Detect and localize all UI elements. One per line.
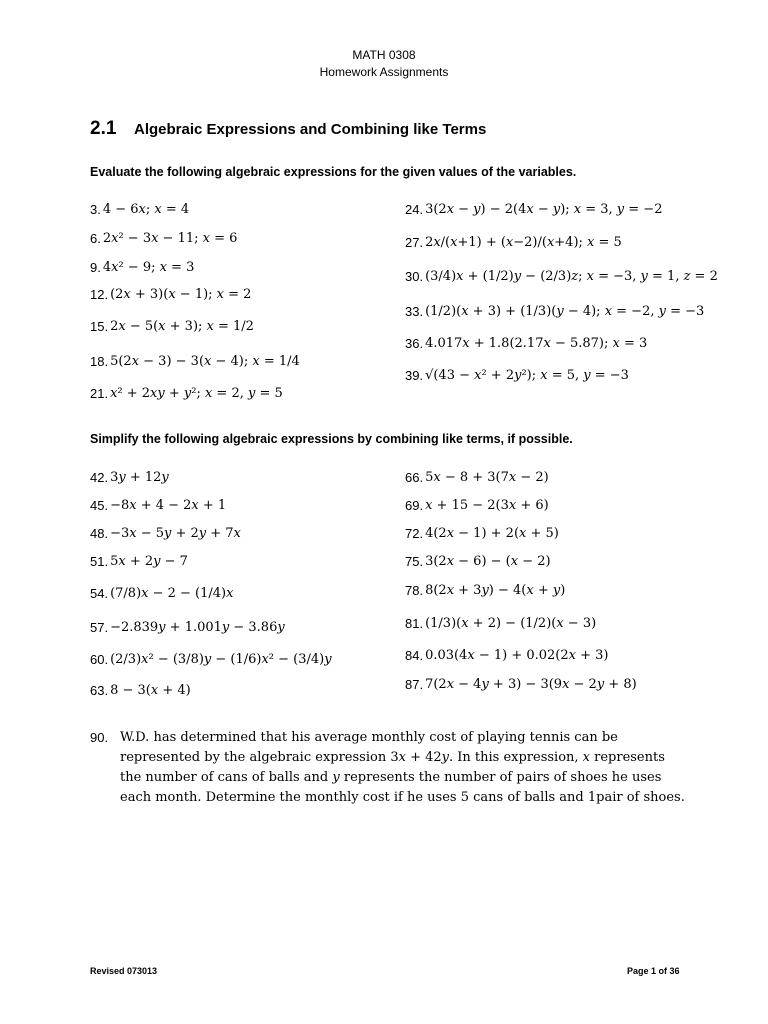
- problem-item: [90, 281, 251, 307]
- problem-item: [90, 464, 169, 490]
- problem-number: 39.: [405, 367, 424, 383]
- problem-number: 63.: [90, 682, 109, 698]
- simplify-instruction: Simplify the following algebraic expressions by combining like terms, if possible.: [90, 432, 573, 446]
- problem-number: 57.: [90, 619, 109, 635]
- problem-number: 6.: [90, 230, 101, 246]
- problem-number: 12.: [90, 286, 109, 302]
- problem-number: 81.: [405, 615, 424, 631]
- problem-number: 27.: [405, 234, 424, 250]
- section-heading: [90, 118, 486, 140]
- revised-date: Revised 073013: [90, 966, 158, 976]
- problem-item: [405, 642, 608, 668]
- problem-item: [90, 614, 285, 640]
- problem-number: 66.: [405, 469, 424, 485]
- problem-item: [405, 548, 551, 574]
- problem-expression: 2𝑥 − 5(𝑥 + 3); 𝑥 = 1/2: [110, 318, 254, 334]
- page-subtitle: Homework Assignments: [319, 65, 449, 79]
- word-problem: [90, 728, 690, 808]
- problem-item: [90, 196, 189, 222]
- problem-expression: (2𝑥 + 3)(𝑥 − 1); 𝑥 = 2: [110, 286, 252, 302]
- problem-item: [90, 646, 332, 672]
- problem-number: 60.: [90, 651, 109, 667]
- problem-expression: 2𝑥/(𝑥+1) + (𝑥−2)/(𝑥+4); 𝑥 = 5: [425, 234, 622, 250]
- problem-item: [405, 464, 549, 490]
- problem-item: [90, 348, 300, 374]
- problem-number: 72.: [405, 525, 424, 541]
- problem-expression: 4.017𝑥 + 1.8(2.17𝑥 − 5.87); 𝑥 = 3: [425, 335, 648, 351]
- problem-expression: (1/3)(𝑥 + 2) − (1/2)(𝑥 − 3): [425, 615, 597, 631]
- problem-expression: 3𝑦 + 12𝑦: [110, 469, 169, 485]
- problem-item: [405, 330, 647, 356]
- problem-item: [90, 548, 188, 574]
- problem-number: 21.: [90, 385, 109, 401]
- problem-expression: −3𝑥 − 5𝑦 + 2𝑦 + 7𝑥: [110, 525, 241, 541]
- problem-number: 51.: [90, 553, 109, 569]
- problem-number: 87.: [405, 676, 424, 692]
- problem-number: 48.: [90, 525, 109, 541]
- problem-item: [90, 380, 283, 406]
- problem-item: [405, 362, 629, 388]
- problem-expression: −8𝑥 + 4 − 2𝑥 + 1: [110, 497, 227, 513]
- section-number: 2.1: [90, 118, 117, 139]
- problem-item: [405, 577, 565, 603]
- problem-expression: 8(2𝑥 + 3𝑦) − 4(𝑥 + 𝑦): [425, 582, 566, 598]
- problem-expression: (2/3)𝑥² − (3/8)𝑦 − (1/6)𝑥² − (3/4)𝑦: [110, 651, 332, 667]
- problem-item: [405, 610, 596, 636]
- problem-item: [90, 225, 237, 251]
- problem-expression: 4(2𝑥 − 1) + 2(𝑥 + 5): [425, 525, 559, 541]
- problem-item: [405, 492, 549, 518]
- problem-expression: 2𝑥² − 3𝑥 − 11; 𝑥 = 6: [102, 230, 238, 246]
- problem-number: 30.: [405, 268, 424, 284]
- problem-number: 78.: [405, 582, 424, 598]
- problem-expression: 0.03(4𝑥 − 1) + 0.02(2𝑥 + 3): [425, 647, 609, 663]
- problem-number: 18.: [90, 353, 109, 369]
- problem-number: 75.: [405, 553, 424, 569]
- problem-item: [405, 298, 704, 324]
- problem-number: 36.: [405, 335, 424, 351]
- problem-number: 9.: [90, 259, 101, 275]
- problem-item: [405, 229, 622, 255]
- problem-expression: 4𝑥² − 9; 𝑥 = 3: [102, 259, 195, 275]
- problem-expression: 5𝑥 − 8 + 3(7𝑥 − 2): [425, 469, 549, 485]
- problem-expression: √(43 − 𝑥² + 2𝑦²); 𝑥 = 5, 𝑦 = −3: [425, 367, 629, 383]
- problem-item: [405, 263, 718, 289]
- problem-number: 33.: [405, 303, 424, 319]
- page-number: Page 1 of 36: [627, 966, 680, 976]
- problem-expression: 7(2𝑥 − 4𝑦 + 3) − 3(9𝑥 − 2𝑦 + 8): [425, 676, 637, 692]
- problem-expression: 3(2𝑥 − 6) − (𝑥 − 2): [425, 553, 551, 569]
- problem-expression: −2.839𝑦 + 1.001𝑦 − 3.86𝑦: [110, 619, 285, 635]
- problem-item: [90, 492, 226, 518]
- problem-item: [90, 254, 194, 280]
- problem-number: 15.: [90, 318, 109, 334]
- problem-number: 84.: [405, 647, 424, 663]
- problem-item: [405, 196, 662, 222]
- word-problem-text: W.D. has determined that his average monthly cost of playing tennis can be represented by the algebraic expression 3𝑥 + 42𝑦. In this expression, 𝑥 represents the number of cans of balls and 𝑦 represents the number of pairs of shoes he uses each month. Determine the monthly cost if he uses 5 cans of balls and 1pair of shoes.: [120, 730, 685, 805]
- problem-expression: 5(2𝑥 − 3) − 3(𝑥 − 4); 𝑥 = 1/4: [110, 353, 300, 369]
- section-title: Algebraic Expressions and Combining like Terms: [134, 121, 487, 138]
- problem-expression: 8 − 3(𝑥 + 4): [110, 682, 191, 698]
- problem-item: [90, 313, 254, 339]
- problem-item: [90, 580, 233, 606]
- problem-item: [405, 671, 637, 697]
- problem-expression: 4 − 6𝑥; 𝑥 = 4: [102, 201, 190, 217]
- problem-item: [90, 677, 191, 703]
- problem-expression: 𝑥² + 2𝑥𝑦 + 𝑦²; 𝑥 = 2, 𝑦 = 5: [110, 385, 283, 401]
- problem-number: 69.: [405, 497, 424, 513]
- problem-expression: (3/4)𝑥 + (1/2)𝑦 − (2/3)𝑧; 𝑥 = −3, 𝑦 = 1, 𝑧 = 2: [425, 268, 718, 284]
- problem-expression: (1/2)(𝑥 + 3) + (1/3)(𝑦 − 4); 𝑥 = −2, 𝑦 = −3: [425, 303, 705, 319]
- problem-item: [405, 520, 559, 546]
- problem-number: 3.: [90, 201, 101, 217]
- evaluate-instruction: Evaluate the following algebraic expressions for the given values of the variables.: [90, 165, 577, 179]
- problem-number: 45.: [90, 497, 109, 513]
- problem-expression: 3(2𝑥 − 𝑦) − 2(4𝑥 − 𝑦); 𝑥 = 3, 𝑦 = −2: [425, 201, 663, 217]
- problem-number: 54.: [90, 585, 109, 601]
- problem-expression: 𝑥 + 15 − 2(3𝑥 + 6): [425, 497, 549, 513]
- course-title: MATH 0308: [352, 48, 416, 62]
- problem-item: [90, 520, 241, 546]
- problem-number: 24.: [405, 201, 424, 217]
- word-problem-number: 90.: [90, 730, 109, 745]
- problem-expression: 5𝑥 + 2𝑦 − 7: [110, 553, 188, 569]
- problem-number: 42.: [90, 469, 109, 485]
- problem-expression: (7/8)𝑥 − 2 − (1/4)𝑥: [110, 585, 234, 601]
